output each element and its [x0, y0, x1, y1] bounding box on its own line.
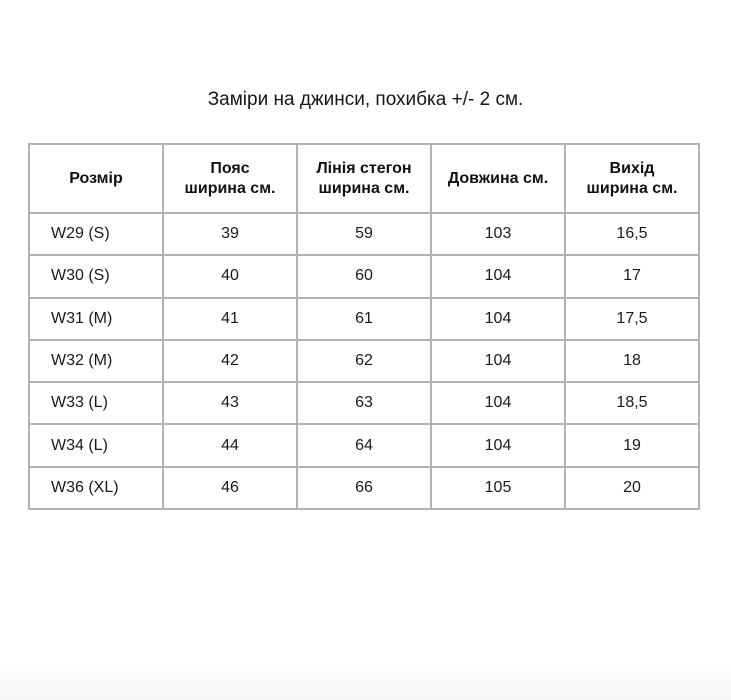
cell-rise: 17 [565, 255, 699, 297]
cell-length: 104 [431, 298, 565, 340]
cell-rise: 17,5 [565, 298, 699, 340]
cell-size: W31 (M) [29, 298, 163, 340]
table-row [29, 213, 699, 255]
cell-hips: 59 [297, 213, 431, 255]
cell-waist: 46 [163, 467, 297, 509]
cell-size: W30 (S) [29, 255, 163, 297]
header-hips-unit: ширина см. [318, 179, 410, 197]
cell-waist: 42 [163, 340, 297, 382]
jeans-size-table [28, 143, 700, 510]
header-rise-label: Вихід [609, 159, 655, 177]
header-hips [297, 144, 431, 213]
cell-waist: 40 [163, 255, 297, 297]
header-hips-label: Лінія стегон [316, 159, 412, 177]
cell-rise: 19 [565, 424, 699, 466]
header-length-label: Довжина см. [447, 169, 549, 187]
cell-hips: 61 [297, 298, 431, 340]
table-row [29, 298, 699, 340]
header-waist [163, 144, 297, 213]
cell-rise: 20 [565, 467, 699, 509]
cell-length: 104 [431, 382, 565, 424]
table-row [29, 424, 699, 466]
cell-rise: 18 [565, 340, 699, 382]
header-rise [565, 144, 699, 213]
header-waist-label: Пояс [210, 159, 250, 177]
cell-size: W33 (L) [29, 382, 163, 424]
table-row [29, 340, 699, 382]
cell-size: W36 (XL) [29, 467, 163, 509]
cell-waist: 41 [163, 298, 297, 340]
header-row [29, 144, 699, 213]
header-rise-unit: ширина см. [586, 179, 678, 197]
table-row [29, 467, 699, 509]
cell-hips: 62 [297, 340, 431, 382]
cell-size: W32 (M) [29, 340, 163, 382]
cell-length: 104 [431, 255, 565, 297]
cell-waist: 39 [163, 213, 297, 255]
cell-length: 105 [431, 467, 565, 509]
cell-waist: 43 [163, 382, 297, 424]
cell-rise: 18,5 [565, 382, 699, 424]
cell-hips: 66 [297, 467, 431, 509]
table-row [29, 382, 699, 424]
cell-hips: 60 [297, 255, 431, 297]
cell-waist: 44 [163, 424, 297, 466]
header-waist-unit: ширина см. [184, 179, 276, 197]
header-length [431, 144, 565, 213]
header-size-label: Розмір [69, 169, 123, 187]
cell-hips: 64 [297, 424, 431, 466]
cell-size: W34 (L) [29, 424, 163, 466]
cell-size: W29 (S) [29, 213, 163, 255]
cell-hips: 63 [297, 382, 431, 424]
cell-length: 104 [431, 424, 565, 466]
cell-rise: 16,5 [565, 213, 699, 255]
header-size [29, 144, 163, 213]
cell-length: 104 [431, 340, 565, 382]
table-caption: Заміри на джинси, похибка +/- 2 см. [207, 89, 524, 110]
table-row [29, 255, 699, 297]
cell-length: 103 [431, 213, 565, 255]
